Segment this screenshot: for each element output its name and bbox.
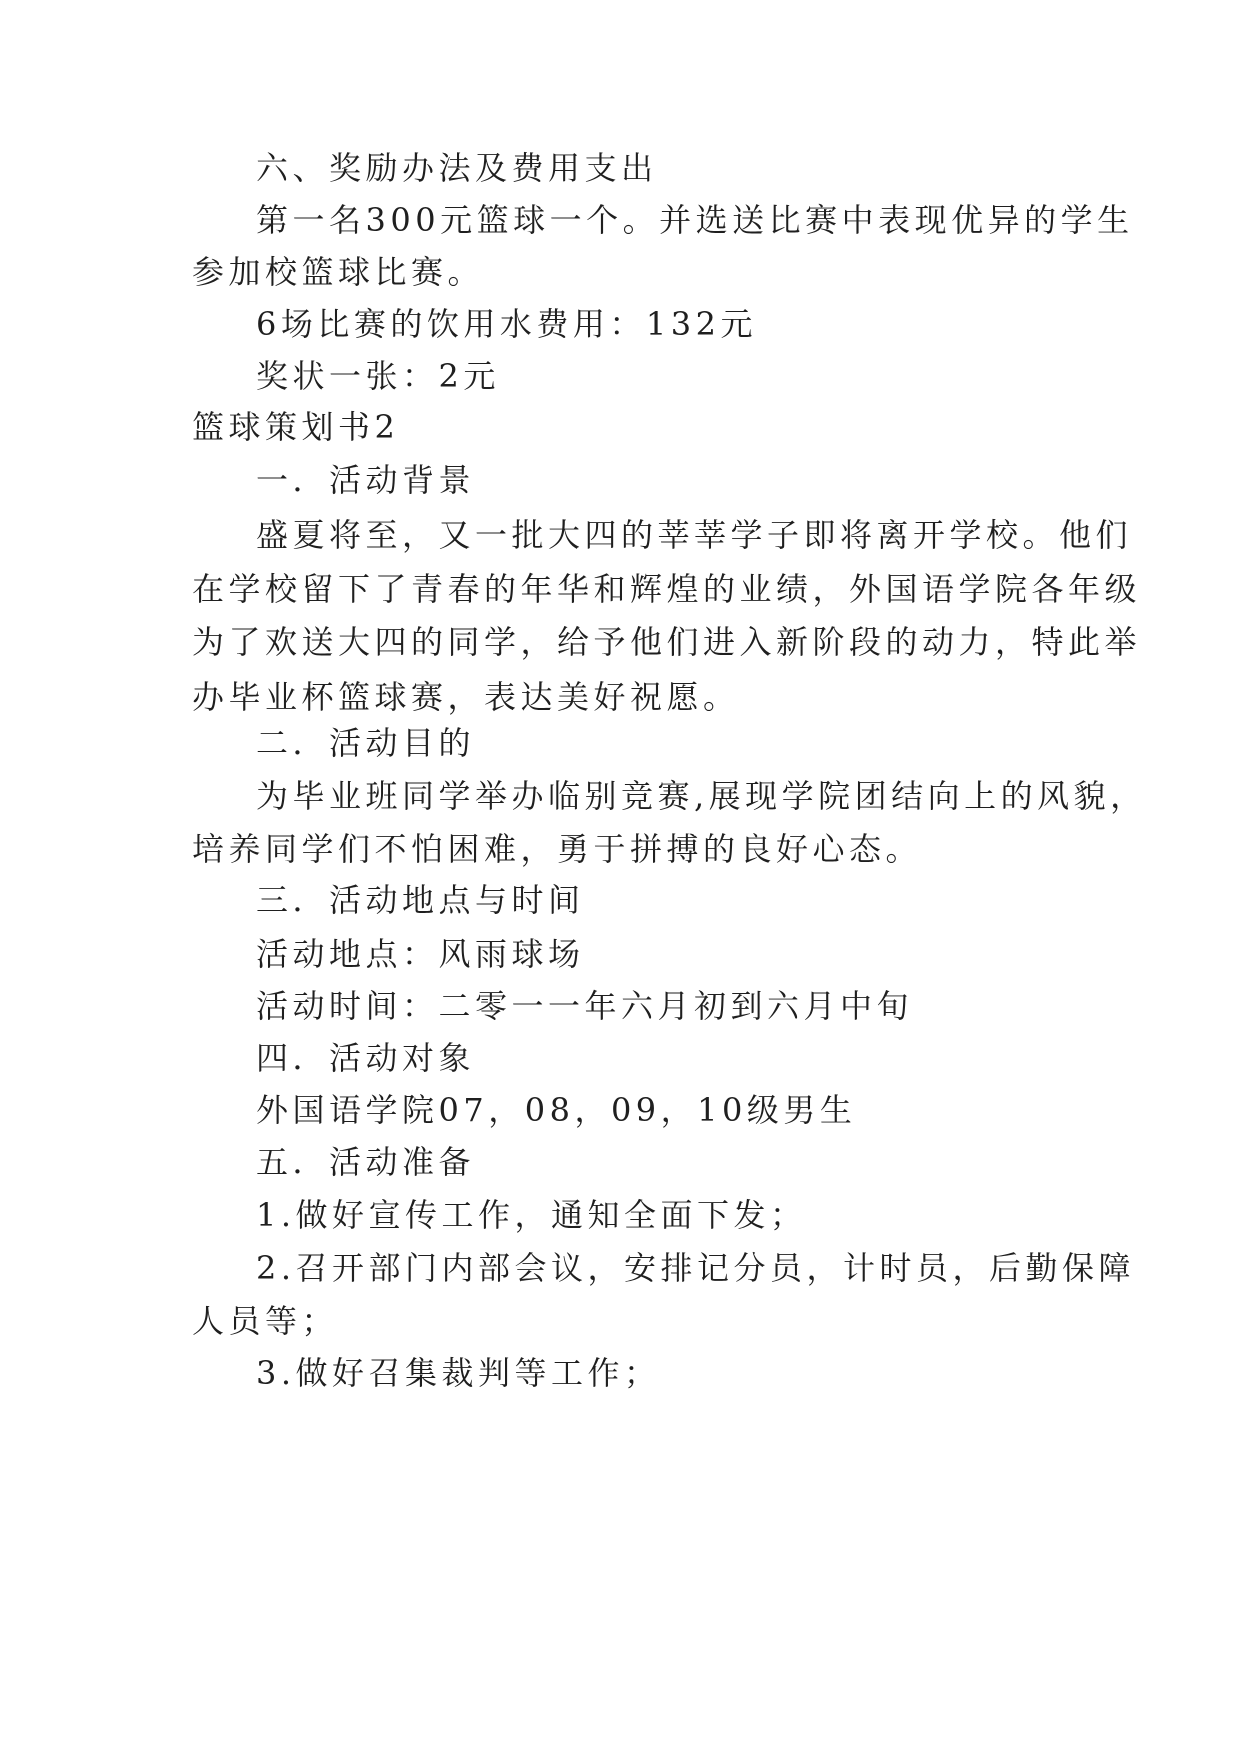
- paragraph-line: 盛夏将至，又一批大四的莘莘学子即将离开学校。他们: [256, 516, 1133, 554]
- paragraph-line: 为毕业班同学举办临别竞赛,展现学院团结向上的风貌，: [256, 777, 1147, 815]
- paragraph-line: 外国语学院07，08，09，10级男生: [256, 1091, 857, 1129]
- paragraph-line: 参加校篮球比赛。: [192, 253, 485, 291]
- section-heading: 六、奖励办法及费用支出: [256, 149, 658, 187]
- paragraph-line: 为了欢送大四的同学，给予他们进入新阶段的动力，特此举: [192, 623, 1142, 661]
- paragraph-line: 办毕业杯篮球赛，表达美好祝愿。: [192, 678, 740, 716]
- list-item: 1.做好宣传工作，通知全面下发；: [256, 1196, 807, 1234]
- paragraph-line: 奖状一张：2元: [256, 357, 500, 395]
- paragraph-line: 活动地点：风雨球场: [256, 935, 585, 973]
- section-heading: 三．活动地点与时间: [256, 881, 585, 919]
- list-item-continuation: 人员等；: [192, 1302, 339, 1340]
- document-title: 篮球策划书2: [192, 408, 400, 446]
- section-heading: 一．活动背景: [256, 461, 476, 499]
- paragraph-line: 6场比赛的饮用水费用：132元: [256, 305, 757, 343]
- section-heading: 二．活动目的: [256, 724, 476, 762]
- paragraph-line: 在学校留下了青春的年华和辉煌的业绩，外国语学院各年级: [192, 570, 1142, 608]
- section-heading: 五．活动准备: [256, 1143, 476, 1181]
- section-heading: 四．活动对象: [256, 1039, 476, 1077]
- paragraph-line: 培养同学们不怕困难，勇于拼搏的良好心态。: [192, 830, 923, 868]
- list-item: 3.做好召集裁判等工作；: [256, 1354, 661, 1392]
- paragraph-line: 第一名300元篮球一个。并选送比赛中表现优异的学生: [256, 201, 1134, 239]
- list-item: 2.召开部门内部会议，安排记分员，计时员，后勤保障: [256, 1249, 1136, 1287]
- paragraph-line: 活动时间：二零一一年六月初到六月中旬: [256, 987, 914, 1025]
